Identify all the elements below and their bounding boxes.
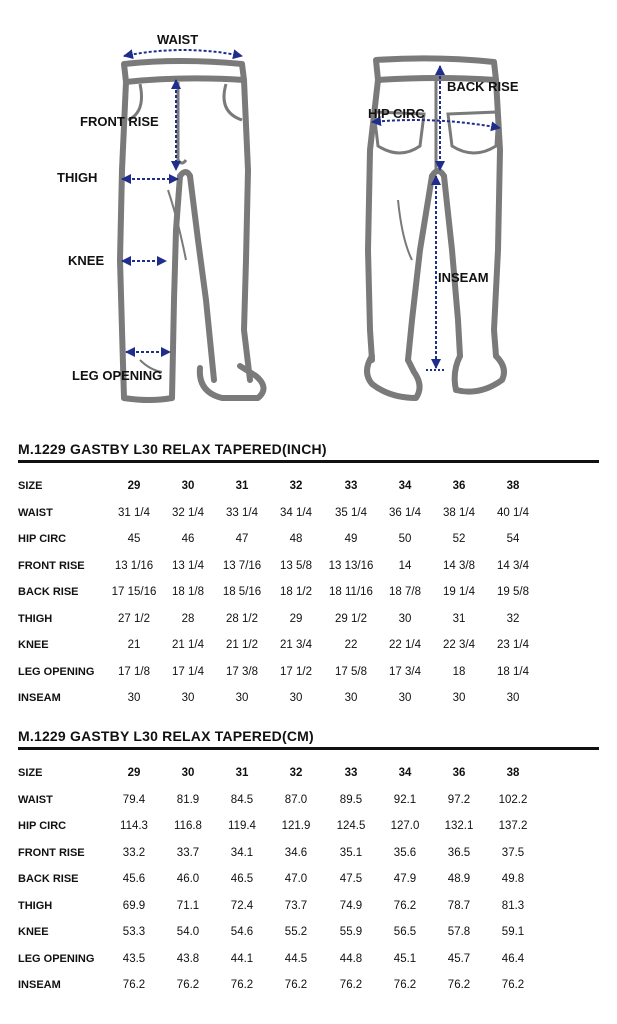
table-cell: 34.1 [230, 846, 254, 859]
table-cell: 114.3 [120, 820, 148, 832]
row-label: HIP CIRC [18, 820, 67, 832]
table-cell: 92.1 [393, 793, 417, 806]
size-cell: 30 [181, 480, 195, 492]
table-cell: 45 [127, 533, 141, 545]
row-label: INSEAM [18, 692, 61, 704]
table-cell: 38 1/4 [443, 506, 475, 519]
table-cell: 30 [398, 692, 412, 704]
inch-size-table [18, 477, 599, 717]
table-cell: 76.2 [393, 899, 417, 912]
label-inseam: INSEAM [438, 270, 489, 285]
size-cell: 31 [235, 480, 249, 492]
table-row [18, 557, 599, 577]
table-cell: 45.6 [122, 873, 146, 885]
table-cell: 14 [398, 559, 412, 572]
table-cell: 97.2 [447, 793, 471, 806]
table-cell: 49 [344, 533, 358, 545]
table-cell: 34.6 [284, 846, 308, 859]
table-cell: 121.9 [281, 820, 311, 832]
table-cell: 46.0 [176, 873, 200, 885]
table-cell: 21 3/4 [280, 639, 312, 651]
table-cell: 57.8 [447, 926, 471, 938]
table-cell: 102.2 [498, 793, 528, 806]
table-cell: 81.9 [176, 793, 200, 806]
row-label: FRONT RISE [18, 559, 85, 572]
table-cell: 33 1/4 [226, 506, 258, 519]
front-pants-illustration [120, 61, 264, 400]
label-knee: KNEE [68, 253, 105, 268]
table-cell: 55.2 [284, 926, 308, 938]
table-cell: 18 5/16 [222, 586, 262, 598]
table-cell: 43.5 [122, 952, 146, 965]
table-cell: 18 1/4 [497, 665, 529, 678]
table-cell: 33.7 [176, 846, 200, 859]
table-cell: 14 3/4 [497, 559, 529, 572]
table-cell: 18 7/8 [389, 586, 421, 598]
table-cell: 87.0 [284, 793, 308, 806]
table-cell: 74.9 [339, 899, 363, 912]
table-cell: 89.5 [339, 793, 363, 806]
table-cell: 76.2 [501, 979, 525, 991]
table-cell: 36 1/4 [389, 506, 421, 519]
table-cell: 116.8 [174, 820, 202, 832]
table-cell: 28 [181, 612, 195, 625]
label-thigh: THIGH [57, 170, 98, 185]
size-cell: 29 [127, 767, 141, 779]
table-cell: 30 [235, 692, 249, 704]
table-cell: 21 1/2 [226, 639, 258, 651]
table-cell: 56.5 [393, 926, 417, 938]
cm-size-table [18, 764, 599, 1004]
table-cell: 30 [127, 692, 141, 704]
size-cell: 33 [344, 480, 358, 492]
table-cell: 17 5/8 [335, 665, 367, 678]
table-cell: 13 13/16 [328, 559, 374, 572]
table-cell: 30 [344, 692, 358, 704]
table-cell: 17 1/4 [172, 665, 204, 678]
table-row [18, 817, 599, 837]
table-cell: 50 [398, 533, 412, 545]
table-cell: 13 7/16 [222, 559, 262, 572]
table-cell: 47 [235, 533, 249, 545]
table-row [18, 504, 599, 524]
table-cell: 22 1/4 [389, 639, 421, 651]
row-label: BACK RISE [18, 873, 79, 885]
table-cell: 18 11/16 [329, 586, 373, 598]
row-label: THIGH [18, 899, 53, 912]
table-cell: 29 1/2 [335, 612, 367, 625]
table-cell: 32 [506, 612, 520, 625]
table-cell: 46.4 [501, 952, 525, 965]
size-label: SIZE [18, 767, 43, 779]
inch-table-title: M.1229 GASTBY L30 RELAX TAPERED(INCH) [18, 441, 327, 457]
label-back-rise: BACK RISE [447, 79, 519, 94]
table-cell: 124.5 [336, 820, 366, 832]
cm-title-rule [18, 747, 599, 750]
table-row [18, 689, 599, 709]
table-cell: 21 1/4 [172, 639, 204, 651]
row-label: FRONT RISE [18, 846, 85, 859]
table-cell: 76.2 [447, 979, 471, 991]
table-cell: 47.0 [284, 873, 308, 885]
size-label: SIZE [18, 480, 43, 492]
table-cell: 13 5/8 [280, 559, 312, 572]
table-cell: 17 3/8 [226, 665, 258, 678]
table-cell: 22 [344, 639, 358, 651]
label-hip-circ: HIP CIRC [368, 106, 425, 121]
table-cell: 73.7 [284, 899, 308, 912]
table-row [18, 583, 599, 603]
table-cell: 76.2 [230, 979, 254, 991]
table-cell: 30 [452, 692, 466, 704]
table-cell: 17 1/8 [118, 665, 150, 678]
table-cell: 30 [181, 692, 195, 704]
table-row [18, 791, 599, 811]
table-cell: 36.5 [447, 846, 471, 859]
table-cell: 30 [506, 692, 520, 704]
size-cell: 29 [127, 480, 141, 492]
size-header-row [18, 764, 599, 784]
table-cell: 40 1/4 [497, 506, 529, 519]
table-cell: 22 3/4 [443, 639, 475, 651]
cm-size-section [18, 727, 599, 750]
size-cell: 32 [289, 480, 303, 492]
table-cell: 72.4 [230, 899, 254, 912]
table-cell: 34 1/4 [280, 506, 312, 519]
table-cell: 48.9 [447, 873, 471, 885]
size-header-row [18, 477, 599, 497]
table-cell: 19 5/8 [497, 586, 529, 598]
table-cell: 37.5 [501, 846, 525, 859]
table-cell: 59.1 [501, 926, 525, 938]
row-label: HIP CIRC [18, 533, 67, 545]
table-cell: 71.1 [176, 899, 200, 912]
table-cell: 76.2 [176, 979, 200, 991]
table-cell: 76.2 [122, 979, 146, 991]
table-cell: 32 1/4 [172, 506, 204, 519]
row-label: KNEE [18, 639, 49, 651]
table-cell: 54 [506, 533, 520, 545]
row-label: BACK RISE [18, 586, 79, 598]
table-row [18, 530, 599, 550]
table-cell: 29 [289, 612, 303, 625]
table-cell: 52 [452, 533, 466, 545]
table-cell: 18 [452, 665, 466, 678]
row-label: LEG OPENING [18, 952, 95, 965]
waist-arrow [124, 50, 242, 56]
table-row [18, 663, 599, 683]
table-row [18, 897, 599, 917]
table-cell: 35.6 [393, 846, 417, 859]
table-cell: 44.5 [284, 952, 308, 965]
measurement-diagram [0, 0, 617, 420]
size-cell: 38 [506, 767, 520, 779]
size-cell: 36 [452, 480, 466, 492]
size-cell: 30 [181, 767, 195, 779]
table-cell: 44.8 [339, 952, 363, 965]
table-cell: 46 [181, 533, 195, 545]
row-label: THIGH [18, 612, 53, 625]
table-cell: 81.3 [501, 899, 525, 912]
table-cell: 31 1/4 [118, 506, 150, 519]
table-cell: 76.2 [339, 979, 363, 991]
table-cell: 31 [452, 612, 466, 625]
table-row [18, 844, 599, 864]
table-cell: 27 1/2 [118, 612, 150, 625]
table-cell: 18 1/8 [172, 586, 204, 598]
size-cell: 36 [452, 767, 466, 779]
table-cell: 137.2 [498, 820, 528, 832]
table-cell: 18 1/2 [280, 586, 312, 598]
table-cell: 47.9 [393, 873, 417, 885]
table-cell: 46.5 [230, 873, 254, 885]
table-cell: 78.7 [447, 899, 471, 912]
table-row [18, 923, 599, 943]
table-cell: 76.2 [393, 979, 417, 991]
row-label: LEG OPENING [18, 665, 95, 678]
label-waist: WAIST [157, 32, 199, 47]
label-front-rise: FRONT RISE [80, 114, 159, 129]
table-row [18, 870, 599, 890]
size-cell: 38 [506, 480, 520, 492]
table-cell: 76.2 [284, 979, 308, 991]
table-cell: 49.8 [501, 873, 525, 885]
size-cell: 31 [235, 767, 249, 779]
table-cell: 35 1/4 [335, 506, 367, 519]
table-cell: 119.4 [228, 820, 256, 832]
table-cell: 13 1/16 [114, 559, 154, 572]
table-cell: 54.6 [230, 926, 254, 938]
table-cell: 69.9 [122, 899, 146, 912]
row-label: WAIST [18, 793, 53, 806]
table-cell: 17 1/2 [280, 665, 312, 678]
table-cell: 14 3/8 [443, 559, 475, 572]
table-row [18, 976, 599, 996]
table-cell: 55.9 [339, 926, 363, 938]
table-cell: 30 [398, 612, 412, 625]
table-cell: 19 1/4 [443, 586, 475, 598]
table-cell: 127.0 [390, 820, 420, 832]
table-cell: 44.1 [230, 952, 254, 965]
table-cell: 21 [127, 639, 141, 651]
table-cell: 17 15/16 [111, 586, 157, 598]
table-cell: 13 1/4 [172, 559, 204, 572]
label-leg-opening: LEG OPENING [72, 368, 163, 383]
table-cell: 53.3 [122, 926, 146, 938]
table-cell: 33.2 [122, 846, 146, 859]
table-row [18, 636, 599, 656]
table-cell: 28 1/2 [226, 612, 258, 625]
table-cell: 23 1/4 [497, 639, 529, 651]
size-cell: 34 [398, 767, 412, 779]
inch-size-section [18, 440, 599, 463]
table-cell: 132.1 [444, 820, 474, 832]
size-cell: 33 [344, 767, 358, 779]
inch-title-rule [18, 460, 599, 463]
cm-table-title: M.1229 GASTBY L30 RELAX TAPERED(CM) [18, 728, 314, 744]
table-cell: 79.4 [122, 793, 146, 806]
size-cell: 32 [289, 767, 303, 779]
table-cell: 48 [289, 533, 303, 545]
table-cell: 84.5 [230, 793, 254, 806]
row-label: INSEAM [18, 979, 61, 991]
table-cell: 45.7 [447, 952, 471, 965]
table-cell: 17 3/4 [389, 665, 421, 678]
table-row [18, 610, 599, 630]
row-label: WAIST [18, 506, 53, 519]
table-cell: 43.8 [176, 952, 200, 965]
size-cell: 34 [398, 480, 412, 492]
table-row [18, 950, 599, 970]
table-cell: 47.5 [339, 873, 363, 885]
table-cell: 54.0 [176, 926, 200, 938]
table-cell: 30 [289, 692, 303, 704]
table-cell: 45.1 [393, 952, 417, 965]
table-cell: 35.1 [339, 846, 363, 859]
row-label: KNEE [18, 926, 49, 938]
